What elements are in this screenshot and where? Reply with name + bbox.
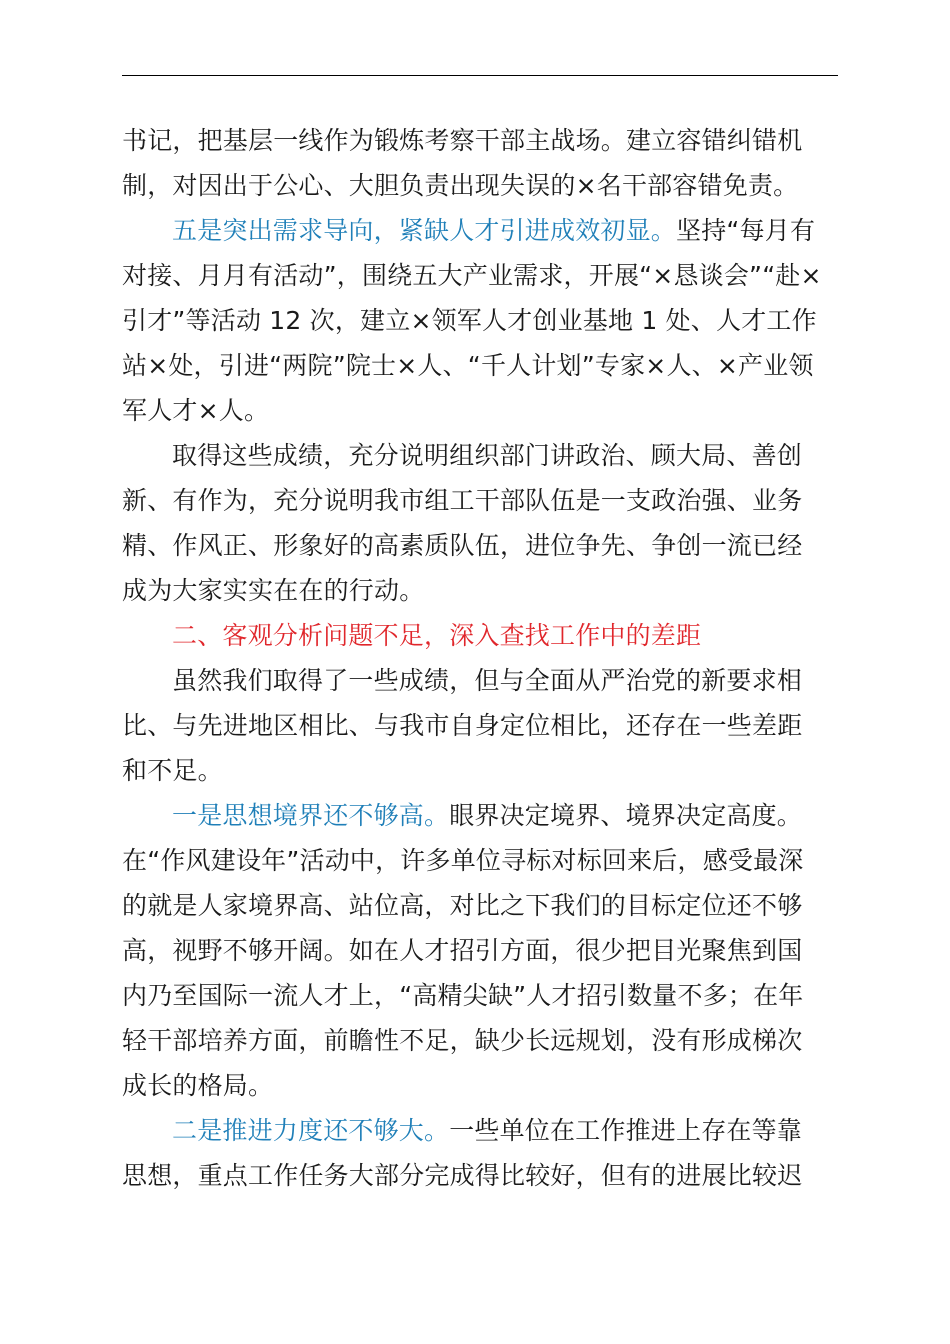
text-line: 军人才×人。 xyxy=(122,396,270,425)
text-segment: 眼界决定境界、境界决定高度。 xyxy=(449,801,803,830)
highlight-lead: 五是突出需求导向，紧缺人才引进成效初显。 xyxy=(172,216,677,245)
text-line: 成为大家实实在在的行动。 xyxy=(122,576,425,605)
text-line: 内乃至国际一流人才上，“高精尖缺”人才招引数量不多；在年 xyxy=(122,981,804,1010)
header-rule xyxy=(122,75,838,76)
text-line: 成长的格局。 xyxy=(122,1071,274,1100)
paragraph-4 xyxy=(122,658,838,793)
paragraph-2 xyxy=(122,208,838,433)
paragraph-3 xyxy=(122,433,838,613)
text-line: 书记，把基层一线作为锻炼考察干部主战场。建立容错纠错机 xyxy=(122,126,803,155)
text-line: 精、作风正、形象好的高素质队伍，进位争先、争创一流已经 xyxy=(122,531,803,560)
paragraph-1 xyxy=(122,118,838,208)
document-body xyxy=(122,118,838,1198)
paragraph-5 xyxy=(122,793,838,1108)
text-line: 比、与先进地区相比、与我市自身定位相比，还存在一些差距 xyxy=(122,711,803,740)
text-segment: 坚持“每月有 xyxy=(676,216,816,245)
text-line: 的就是人家境界高、站位高，对比之下我们的目标定位还不够 xyxy=(122,891,803,920)
text-segment: 一些单位在工作推进上存在等靠 xyxy=(449,1116,803,1145)
text-line: 思想，重点工作任务大部分完成得比较好，但有的进展比较迟 xyxy=(122,1161,803,1190)
section-heading xyxy=(122,613,838,658)
text-line: 新、有作为，充分说明我市组工干部队伍是一支政治强、业务 xyxy=(122,486,803,515)
text-line: 对接、月月有活动”，围绕五大产业需求，开展“×恳谈会”“赴× xyxy=(122,261,822,290)
highlight-lead: 二是推进力度还不够大。 xyxy=(172,1116,450,1145)
text-line: 取得这些成绩，充分说明组织部门讲政治、顾大局、善创 xyxy=(172,441,803,470)
highlight-lead: 一是思想境界还不够高。 xyxy=(172,801,450,830)
paragraph-6 xyxy=(122,1108,838,1198)
text-line: 和不足。 xyxy=(122,756,223,785)
text-line: 站×处，引进“两院”院士×人、“千人计划”专家×人、×产业领 xyxy=(122,351,814,380)
text-line: 在“作风建设年”活动中，许多单位寻标对标回来后，感受最深 xyxy=(122,846,804,875)
text-line: 制，对因出于公心、大胆负责出现失误的×名干部容错免责。 xyxy=(122,171,799,200)
text-line: 高，视野不够开阔。如在人才招引方面，很少把目光聚焦到国 xyxy=(122,936,803,965)
text-line: 引才”等活动 12 次，建立×领军人才创业基地 1 处、人才工作 xyxy=(122,306,817,335)
text-line: 轻干部培养方面，前瞻性不足，缺少长远规划，没有形成梯次 xyxy=(122,1026,803,1055)
text-line: 虽然我们取得了一些成绩，但与全面从严治党的新要求相 xyxy=(172,666,803,695)
heading-text: 二、客观分析问题不足，深入查找工作中的差距 xyxy=(172,621,702,650)
